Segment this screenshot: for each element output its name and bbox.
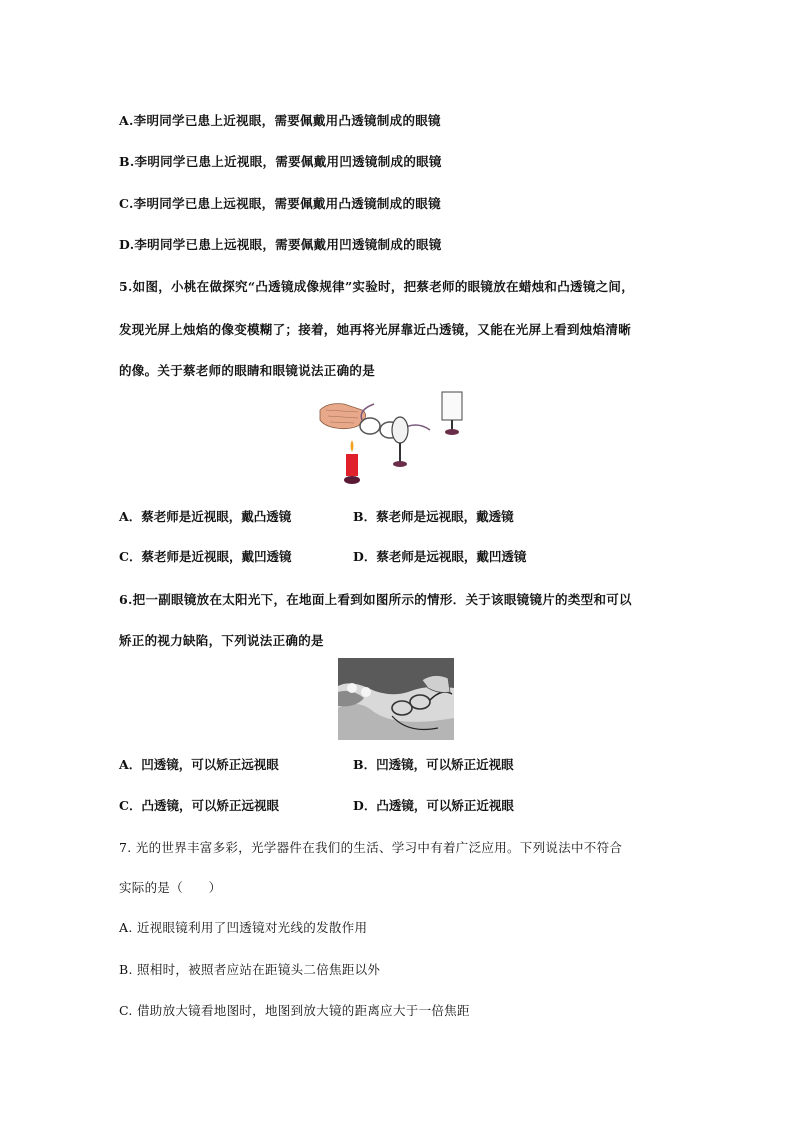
q5-stem-line2: 发现光屏上烛焰的像变模糊了；接着，她再将光屏靠近凸透镜，又能在光屏上看到烛焰清晰 [119, 322, 632, 337]
q4-option-d: D.李明同学已患上远视眼，需要佩戴用凹透镜制成的眼镜 [119, 237, 442, 252]
candle-body [346, 454, 358, 476]
light-spot-icon [347, 683, 357, 693]
q7-option-c: C. 借助放大镜看地图时，地图到放大镜的距离应大于一倍焦距 [119, 1003, 470, 1018]
q7-stem-line1: 7. 光的世界丰富多彩，光学器件在我们的生活、学习中有着广泛应用。下列说法中不符合 [119, 840, 623, 855]
q7-option-a: A. 近视眼镜利用了凹透镜对光线的发散作用 [119, 920, 368, 935]
q6-option-b: B．凹透镜，可以矫正近视眼 [353, 757, 514, 772]
q6-stem-line1: 6.把一副眼镜放在太阳光下，在地面上看到如图所示的情形．关于该眼镜镜片的类型和可以 [119, 592, 632, 607]
q7-stem-line2: 实际的是（ ） [119, 880, 222, 895]
convex-lens [392, 417, 408, 443]
q5-option-c: C．蔡老师是近视眼，戴凹透镜 [119, 549, 292, 564]
q6-option-a: A．凹透镜，可以矫正远视眼 [119, 757, 279, 772]
q4-option-a: A.李明同学已患上近视眼，需要佩戴用凸透镜制成的眼镜 [119, 113, 441, 128]
q4-option-c: C.李明同学已患上远视眼，需要佩戴用凸透镜制成的眼镜 [119, 196, 441, 211]
q5-option-a: A．蔡老师是近视眼，戴凸透镜 [119, 509, 292, 524]
q6-sunlight-photo [338, 658, 454, 740]
screen-stand-base [445, 429, 459, 435]
q5-stem-line1: 5.如图，小桃在做探究“凸透镜成像规律”实验时，把蔡老师的眼镜放在蜡烛和凸透镜之间， [119, 279, 635, 294]
candle-base [344, 476, 360, 484]
q6-option-c: C．凸透镜，可以矫正远视眼 [119, 798, 279, 813]
q5-option-b: B．蔡老师是远视眼，戴透镜 [353, 509, 514, 524]
q7-option-b: B. 照相时，被照者应站在距镜头二倍焦距以外 [119, 962, 381, 977]
lens-stand-base [393, 461, 407, 467]
light-screen [442, 392, 462, 420]
q5-experiment-figure [318, 390, 478, 490]
q5-stem-line3: 的像。关于蔡老师的眼睛和眼镜说法正确的是 [119, 363, 376, 378]
q4-option-b: B.李明同学已患上近视眼，需要佩戴用凹透镜制成的眼镜 [119, 154, 442, 169]
q5-option-d: D．蔡老师是远视眼，戴凹透镜 [353, 549, 527, 564]
q6-stem-line2: 矫正的视力缺陷，下列说法正确的是 [119, 633, 324, 648]
q5-experiment-svg [318, 390, 478, 490]
q6-photo-svg [338, 658, 454, 740]
candle-flame [351, 440, 354, 452]
glasses-left-lens [360, 418, 380, 434]
q6-option-d: D．凸透镜，可以矫正近视眼 [353, 798, 514, 813]
hand-shape [320, 404, 366, 429]
